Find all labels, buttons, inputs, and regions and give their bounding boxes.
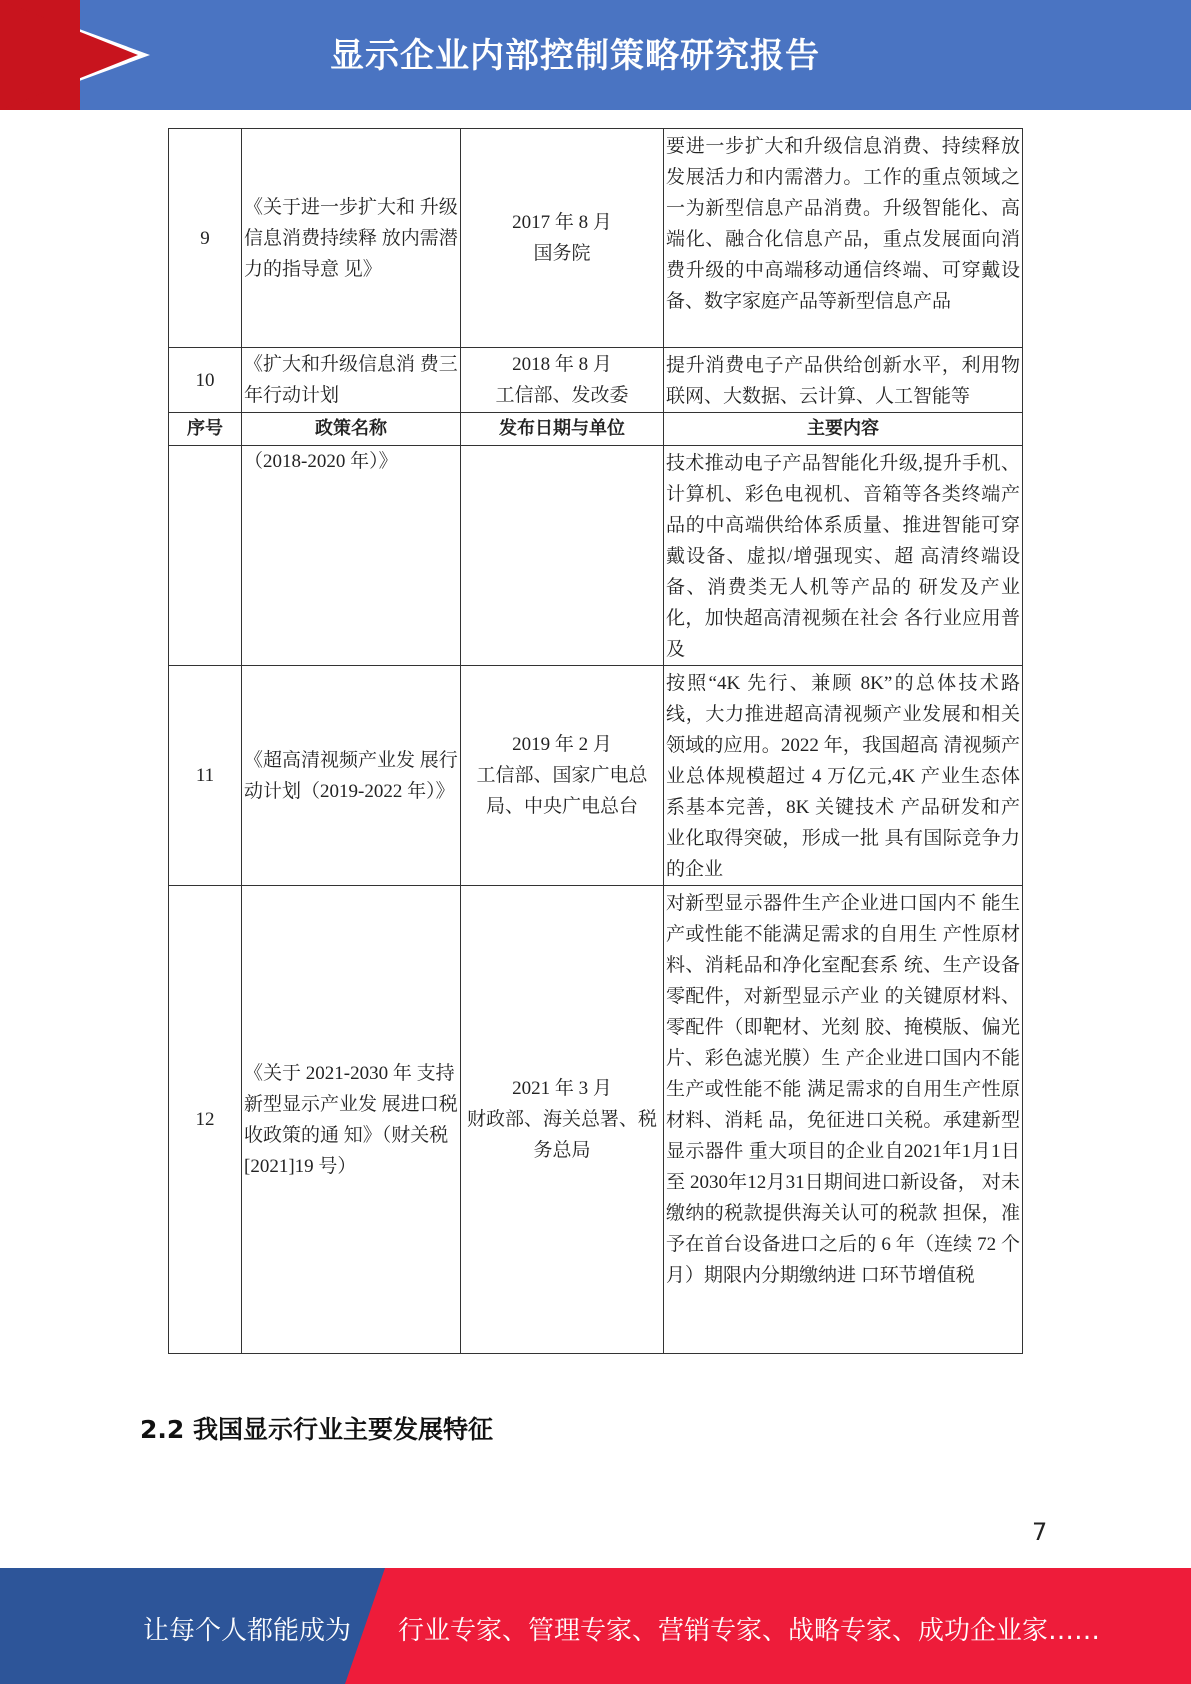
cell-date-unit xyxy=(461,666,664,886)
cell-no: 9 xyxy=(169,129,242,348)
cell-name: （2018-2020 年）》 xyxy=(242,446,461,666)
column-header-no: 序号 xyxy=(169,413,242,446)
table-row xyxy=(169,348,1023,413)
footer-slogan-left: 让每个人都能成为 xyxy=(143,1616,352,1646)
policy-table xyxy=(168,128,1023,1354)
table-header-row xyxy=(169,413,1023,446)
table-row xyxy=(169,129,1023,348)
table-row xyxy=(169,666,1023,886)
cell-no: 10 xyxy=(169,348,242,413)
cell-name: 《超高清视频产业发 展行动计划（2019-2022 年）》 xyxy=(242,666,461,886)
cell-date-unit xyxy=(461,129,664,348)
cell-unit: 财政部、海关总署、税务总局 xyxy=(466,1109,657,1161)
page-number: 7 xyxy=(1032,1518,1048,1546)
cell-unit: 工信部、发改委 xyxy=(495,385,629,406)
table-row xyxy=(169,446,1023,666)
header-title: 显示企业内部控制策略研究报告 xyxy=(330,36,820,76)
header-chevron-red xyxy=(0,0,138,110)
cell-unit: 国务院 xyxy=(533,243,591,264)
page-header xyxy=(0,0,1191,110)
cell-name: 《扩大和升级信息消 费三年行动计划 xyxy=(242,348,461,413)
cell-no xyxy=(169,446,242,666)
column-header-name: 政策名称 xyxy=(242,413,461,446)
cell-name: 《关于 2021-2030 年 支持新型显示产业发 展进口税收政策的通 知》（财关税[2021]19 号） xyxy=(242,886,461,1354)
page-footer xyxy=(0,1568,1191,1684)
cell-no: 12 xyxy=(169,886,242,1354)
cell-date-unit xyxy=(461,446,664,666)
cell-date: 2019 年 2 月 xyxy=(512,734,612,755)
table-row xyxy=(169,886,1023,1354)
footer-slogan-right: 行业专家、管理专家、营销专家、战略专家、成功企业家…… xyxy=(398,1616,1101,1646)
cell-date: 2017 年 8 月 xyxy=(512,212,612,233)
cell-date-unit xyxy=(461,886,664,1354)
column-header-content: 主要内容 xyxy=(664,413,1023,446)
cell-no: 11 xyxy=(169,666,242,886)
section-heading: 2.2 我国显示行业主要发展特征 xyxy=(140,1415,493,1444)
cell-name: 《关于进一步扩大和 升级信息消费持续释 放内需潜力的指导意 见》 xyxy=(242,129,461,348)
cell-date: 2018 年 8 月 xyxy=(512,354,612,375)
cell-content: 技术推动电子产品智能化升级,提升手机、计算机、彩色电视机、音箱等各类终端产品的中高端供给体系质量、推进智能可穿戴设备、虚拟/增强现实、超 高清终端设备、消费类无人机等产品的 研发及产业化，加快超高清视频在社会 各行业应用普及 xyxy=(664,446,1023,666)
cell-date: 2021 年 3 月 xyxy=(512,1078,612,1099)
cell-date-unit xyxy=(461,348,664,413)
cell-content: 要进一步扩大和升级信息消费、持续释放发展活力和内需潜力。工作的重点领域之一为新型信息产品消费。升级智能化、高端化、融合化信息产品，重点发展面向消费升级的中高端移动通信终端、可穿戴设备、数字家庭产品等新型信息产品 xyxy=(664,129,1023,348)
column-header-date: 发布日期与单位 xyxy=(461,413,664,446)
cell-content: 按照“4K 先行、兼顾 8K”的总体技术路线，大力推进超高清视频产业发展和相关领域的应用。2022 年，我国超高 清视频产业总体规模超过 4 万亿元,4K 产业生态体系基本完善，8K 关键技术 产品研发和产业化取得突破，形成一批 具有国际竞争力的企业 xyxy=(664,666,1023,886)
cell-content: 对新型显示器件生产企业进口国内不 能生产或性能不能满足需求的自用生 产性原材料、消耗品和净化室配套系 统、生产设备零配件，对新型显示产业 的关键原材料、零配件（即靶材、光刻 胶、掩模版、偏光片、彩色滤光膜）生 产企业进口国内不能生产或性能不能 满足需求的自用生产性原材料、消耗 品，免征进口关税。承建新型显示器件 重大项目的企业自2021年1月1日至 2030年12月31日期间进口新设备， 对未缴纳的税款提供海关认可的税款 担保，准予在首台设备进口之后的 6 年（连续 72 个月）期限内分期缴纳进 口环节增值税 xyxy=(664,886,1023,1354)
cell-content: 提升消费电子产品供给创新水平，利用物联网、大数据、云计算、人工智能等 xyxy=(664,348,1023,413)
cell-unit: 工信部、国家广电总局、中央广电总台 xyxy=(476,765,648,817)
